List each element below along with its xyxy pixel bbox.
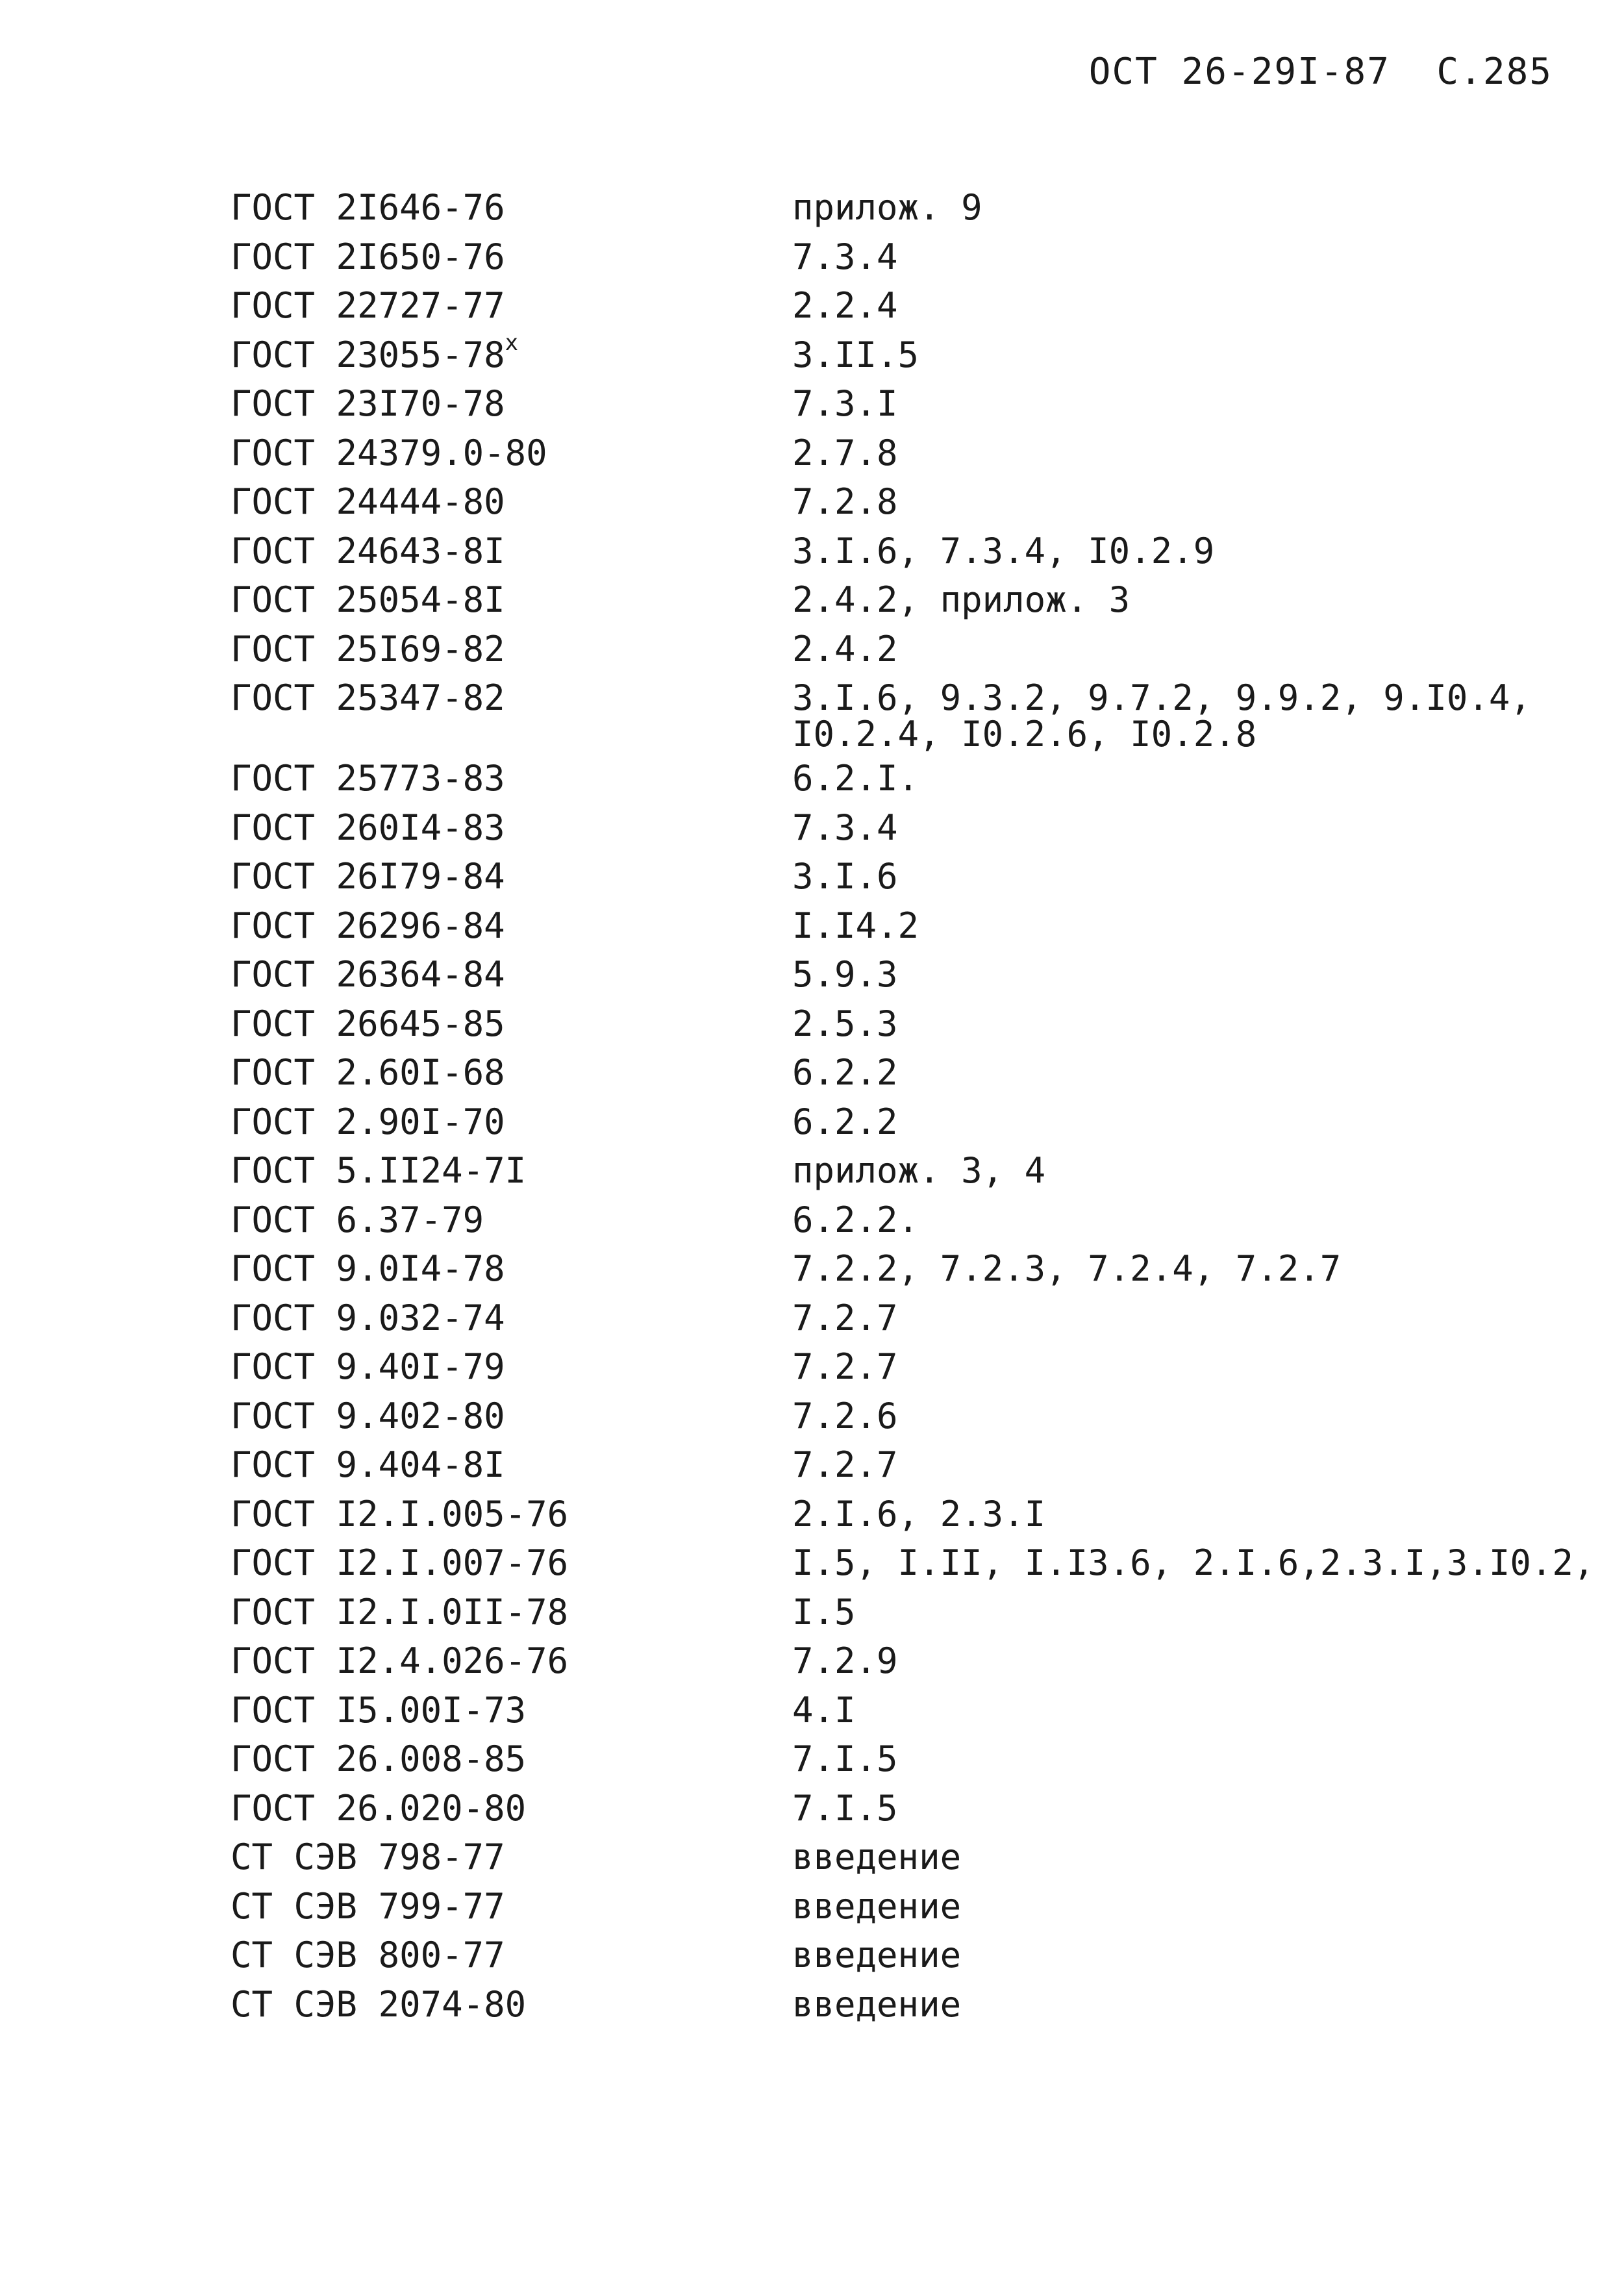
clause-references bbox=[792, 1196, 1581, 1245]
standard-code: ГОСТ 9.0I4-78 bbox=[231, 1248, 505, 1289]
standard-code: ГОСТ 2I646-76 bbox=[231, 187, 505, 228]
standard-code: ГОСТ 24379.0-80 bbox=[231, 432, 547, 473]
clause-references bbox=[792, 625, 1581, 674]
table-row bbox=[231, 1342, 1581, 1392]
standard-designation bbox=[231, 625, 792, 674]
clause-references bbox=[792, 950, 1581, 999]
table-row bbox=[231, 901, 1581, 951]
clause-references-line: 7.3.4 bbox=[792, 236, 898, 277]
standard-code: ГОСТ 2.60I-68 bbox=[231, 1052, 505, 1093]
standard-designation bbox=[231, 1146, 792, 1196]
standard-code: ГОСТ 9.404-8I bbox=[231, 1444, 505, 1485]
document-code: ОСТ 26-29I-87 bbox=[1088, 51, 1390, 93]
standard-designation bbox=[231, 1097, 792, 1147]
standard-designation bbox=[231, 527, 792, 576]
clause-references-line: введение bbox=[792, 1837, 962, 1877]
clause-references bbox=[792, 1636, 1581, 1686]
clause-references-line: введение bbox=[792, 1983, 962, 2025]
clause-references-line: 7.I.5 bbox=[792, 1738, 898, 1779]
table-row bbox=[231, 1392, 1581, 1441]
clause-references bbox=[792, 1440, 1581, 1490]
standard-code: ГОСТ 9.032-74 bbox=[231, 1297, 505, 1338]
clause-references-line: I.I4.2 bbox=[792, 905, 919, 946]
clause-references-line: 3.II.5 bbox=[792, 334, 919, 375]
clause-references-line: введение bbox=[792, 1935, 962, 1975]
clause-references bbox=[792, 1342, 1581, 1392]
clause-references bbox=[792, 1882, 1581, 1931]
standard-designation bbox=[231, 1833, 792, 1882]
standard-designation bbox=[231, 1980, 792, 2029]
clause-references-line: прилож. 3, 4 bbox=[792, 1150, 1046, 1191]
standard-designation bbox=[231, 1784, 792, 1833]
standard-code: ГОСТ 22727-77 bbox=[231, 285, 505, 326]
table-row bbox=[231, 575, 1581, 625]
clause-references-line: I.5 bbox=[792, 1591, 856, 1633]
clause-references bbox=[792, 183, 1581, 232]
table-row bbox=[231, 1048, 1581, 1097]
clause-references bbox=[792, 677, 1581, 755]
standard-code: ГОСТ 26.020-80 bbox=[231, 1787, 527, 1829]
table-row bbox=[231, 625, 1581, 674]
standard-code: ГОСТ I2.I.007-76 bbox=[231, 1542, 569, 1583]
clause-references bbox=[792, 379, 1581, 429]
clause-references bbox=[792, 1490, 1581, 1539]
page-header bbox=[1089, 51, 1553, 93]
standard-designation bbox=[231, 429, 792, 478]
standard-designation bbox=[231, 183, 792, 232]
clause-references-line: 7.3.I bbox=[792, 383, 898, 424]
table-row bbox=[231, 183, 1581, 232]
standard-designation bbox=[231, 1490, 792, 1539]
table-row bbox=[231, 1244, 1581, 1294]
clause-references-line: 2.5.3 bbox=[792, 1003, 898, 1044]
standard-designation bbox=[231, 1588, 792, 1637]
table-row bbox=[231, 331, 1581, 380]
table-row bbox=[231, 1440, 1581, 1490]
standard-code: ГОСТ 2.90I-70 bbox=[231, 1101, 505, 1142]
table-row bbox=[231, 477, 1581, 527]
page-number: С.285 bbox=[1436, 51, 1553, 93]
clause-references-line: введение bbox=[792, 1885, 962, 1927]
clause-references-line: 7.3.4 bbox=[792, 807, 898, 848]
clause-references bbox=[792, 232, 1581, 282]
standard-designation bbox=[231, 1342, 792, 1392]
clause-references-line: 3.I.6, 7.3.4, I0.2.9 bbox=[792, 530, 1215, 571]
clause-references-line: 2.I.6, 2.3.I bbox=[792, 1493, 1046, 1535]
table-row bbox=[231, 803, 1581, 853]
clause-references bbox=[792, 1588, 1581, 1637]
clause-references bbox=[792, 1735, 1581, 1784]
standard-designation bbox=[231, 1686, 792, 1735]
standard-code: ГОСТ 23055-78 bbox=[231, 334, 505, 375]
standard-designation bbox=[231, 852, 792, 901]
standard-designation bbox=[231, 477, 792, 527]
standard-code: ГОСТ 25347-82 bbox=[231, 677, 505, 718]
clause-references-line: 6.2.2 bbox=[792, 1052, 898, 1093]
clause-references-line: 7.I.5 bbox=[792, 1787, 898, 1829]
standard-designation bbox=[231, 379, 792, 429]
table-row bbox=[231, 1833, 1581, 1882]
table-row bbox=[231, 281, 1581, 331]
clause-references-line: 4.I bbox=[792, 1689, 856, 1731]
clause-references bbox=[792, 1048, 1581, 1097]
clause-references bbox=[792, 429, 1581, 478]
standard-designation bbox=[231, 281, 792, 331]
standard-code: ГОСТ 24444-80 bbox=[231, 481, 505, 522]
clause-references-line: 6.2.2 bbox=[792, 1101, 898, 1142]
table-row bbox=[231, 673, 1581, 754]
table-row bbox=[231, 1784, 1581, 1833]
clause-references bbox=[792, 281, 1581, 331]
standard-code: СТ СЭВ 799-77 bbox=[231, 1885, 505, 1927]
table-row bbox=[231, 1097, 1581, 1147]
standard-designation bbox=[231, 1048, 792, 1097]
table-row bbox=[231, 1980, 1581, 2029]
standard-footnote-mark: x bbox=[505, 329, 519, 356]
standard-code: ГОСТ 5.II24-7I bbox=[231, 1150, 527, 1191]
standard-code: СТ СЭВ 798-77 bbox=[231, 1837, 505, 1877]
table-row bbox=[231, 429, 1581, 478]
standard-designation bbox=[231, 331, 792, 380]
standard-code: ГОСТ I5.00I-73 bbox=[231, 1689, 527, 1731]
clause-references-line: 2.2.4 bbox=[792, 285, 898, 326]
standard-designation bbox=[231, 901, 792, 951]
standard-code: СТ СЭВ 2074-80 bbox=[231, 1983, 527, 2025]
clause-references bbox=[792, 852, 1581, 901]
clause-references bbox=[792, 331, 1581, 380]
clause-references-line: 7.2.2, 7.2.3, 7.2.4, 7.2.7 bbox=[792, 1248, 1342, 1289]
table-row bbox=[231, 754, 1581, 803]
table-row bbox=[231, 852, 1581, 901]
standard-code: ГОСТ 9.402-80 bbox=[231, 1395, 505, 1436]
clause-references bbox=[792, 803, 1581, 853]
standard-code: ГОСТ 25I69-82 bbox=[231, 628, 505, 670]
clause-references bbox=[792, 1784, 1581, 1833]
clause-references bbox=[792, 1146, 1581, 1196]
standard-designation bbox=[231, 1538, 792, 1588]
table-row bbox=[231, 1931, 1581, 1980]
clause-references bbox=[792, 575, 1581, 625]
standard-designation bbox=[231, 1735, 792, 1784]
clause-references-line: I0.2.4, I0.2.6, I0.2.8 bbox=[792, 714, 1257, 755]
standard-designation bbox=[231, 1244, 792, 1294]
clause-references bbox=[792, 1980, 1581, 2029]
clause-references bbox=[792, 1392, 1581, 1441]
table-row bbox=[231, 1636, 1581, 1686]
standard-code: ГОСТ 26364-84 bbox=[231, 954, 505, 995]
clause-references bbox=[792, 477, 1581, 527]
clause-references-line: 6.2.2. bbox=[792, 1199, 919, 1240]
table-row bbox=[231, 1735, 1581, 1784]
clause-references bbox=[792, 527, 1581, 576]
clause-references bbox=[792, 999, 1581, 1049]
standard-code: ГОСТ 24643-8I bbox=[231, 530, 505, 571]
table-row bbox=[231, 1146, 1581, 1196]
standard-code: ГОСТ 260I4-83 bbox=[231, 807, 505, 848]
standard-designation bbox=[231, 999, 792, 1049]
table-row bbox=[231, 527, 1581, 576]
standard-code: ГОСТ 26645-85 bbox=[231, 1003, 505, 1044]
clause-references-line: I.5, I.II, I.I3.6, 2.I.6,2.3.I,3.I0.2, bbox=[792, 1542, 1595, 1583]
standard-designation bbox=[231, 677, 792, 718]
clause-references bbox=[792, 901, 1581, 951]
clause-references-line: 7.2.7 bbox=[792, 1297, 898, 1338]
clause-references-line: 5.9.3 bbox=[792, 954, 898, 995]
standard-designation bbox=[231, 575, 792, 625]
clause-references-line: 2.7.8 bbox=[792, 432, 898, 473]
clause-references-line: 7.2.9 bbox=[792, 1640, 898, 1681]
table-row bbox=[231, 950, 1581, 999]
standard-code: ГОСТ I2.I.005-76 bbox=[231, 1493, 569, 1535]
standard-designation bbox=[231, 1440, 792, 1490]
clause-references-line: 7.2.7 bbox=[792, 1444, 898, 1485]
table-row bbox=[231, 232, 1581, 282]
clause-references-line: 7.2.8 bbox=[792, 481, 898, 522]
clause-references bbox=[792, 1244, 1581, 1294]
clause-references-line: 3.I.6, 9.3.2, 9.7.2, 9.9.2, 9.I0.4, bbox=[792, 677, 1531, 718]
clause-references bbox=[792, 1097, 1581, 1147]
standard-designation bbox=[231, 1294, 792, 1343]
table-row bbox=[231, 1490, 1581, 1539]
table-row bbox=[231, 1588, 1581, 1637]
clause-references-line: 6.2.I. bbox=[792, 758, 919, 799]
standard-code: ГОСТ 2I650-76 bbox=[231, 236, 505, 277]
clause-references-line: 2.4.2 bbox=[792, 628, 898, 670]
standard-designation bbox=[231, 232, 792, 282]
table-row bbox=[231, 1294, 1581, 1343]
standard-designation bbox=[231, 1636, 792, 1686]
standard-code: ГОСТ I2.4.026-76 bbox=[231, 1640, 569, 1681]
standard-code: ГОСТ 6.37-79 bbox=[231, 1199, 484, 1240]
clause-references bbox=[792, 1931, 1581, 1980]
standard-code: СТ СЭВ 800-77 bbox=[231, 1935, 505, 1975]
standard-code: ГОСТ 25773-83 bbox=[231, 758, 505, 799]
clause-references-line: прилож. 9 bbox=[792, 187, 982, 228]
clause-references bbox=[792, 1538, 1594, 1588]
clause-references-line: 3.I.6 bbox=[792, 856, 898, 897]
standard-code: ГОСТ 26I79-84 bbox=[231, 856, 505, 897]
standard-code: ГОСТ 26.008-85 bbox=[231, 1738, 527, 1779]
clause-references bbox=[792, 754, 1581, 803]
clause-references-line: 2.4.2, прилож. 3 bbox=[792, 579, 1131, 620]
clause-references-line: 7.2.6 bbox=[792, 1395, 898, 1436]
table-row bbox=[231, 1882, 1581, 1931]
table-row bbox=[231, 999, 1581, 1049]
clause-references bbox=[792, 1686, 1581, 1735]
clause-references bbox=[792, 1833, 1581, 1882]
standard-code: ГОСТ I2.I.0II-78 bbox=[231, 1591, 569, 1633]
standard-designation bbox=[231, 1392, 792, 1441]
standard-code: ГОСТ 26296-84 bbox=[231, 905, 505, 946]
table-row bbox=[231, 1196, 1581, 1245]
table-row bbox=[231, 379, 1581, 429]
standard-code: ГОСТ 23I70-78 bbox=[231, 383, 505, 424]
standards-reference-table bbox=[231, 183, 1595, 2029]
standard-designation bbox=[231, 1882, 792, 1931]
clause-references-line: 7.2.7 bbox=[792, 1346, 898, 1387]
standard-code: ГОСТ 9.40I-79 bbox=[231, 1346, 505, 1387]
clause-references bbox=[792, 1294, 1581, 1343]
standard-designation bbox=[231, 1931, 792, 1980]
standard-designation bbox=[231, 803, 792, 853]
standard-designation bbox=[231, 950, 792, 999]
table-row bbox=[231, 1538, 1595, 1588]
standard-designation bbox=[231, 1196, 792, 1245]
standard-code: ГОСТ 25054-8I bbox=[231, 579, 505, 620]
table-row bbox=[231, 1686, 1581, 1735]
standard-designation bbox=[231, 754, 792, 803]
